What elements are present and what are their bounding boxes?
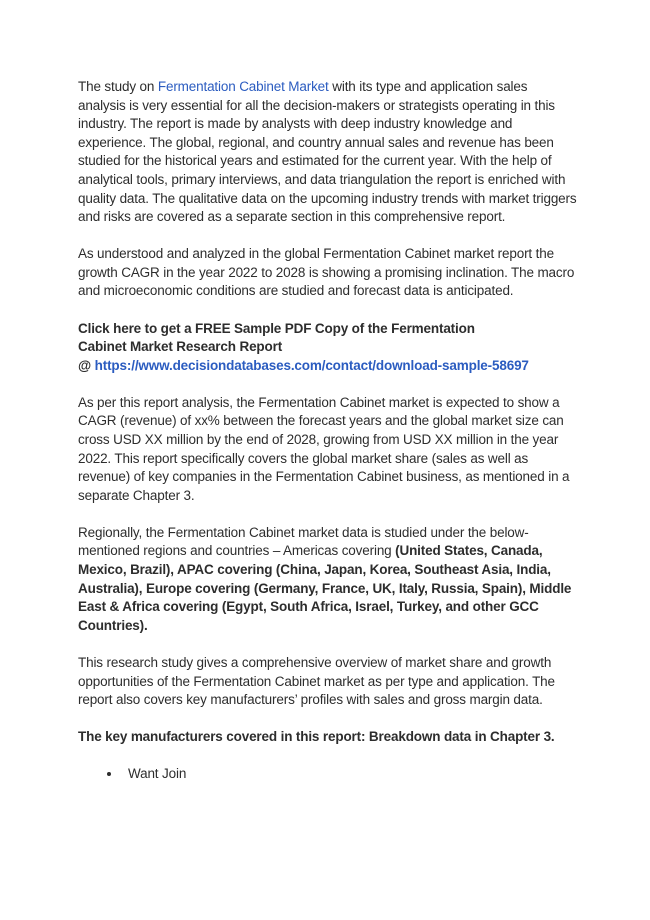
overview-paragraph: This research study gives a comprehensive overview of market share and growth opportunities of the Fermentation Cabinet market as per type and application. The report also covers key manufacturers’ profiles with sales and gross margin data. [78,654,555,708]
manufacturers-heading: The key manufacturers covered in this report: Breakdown data in Chapter 3. [78,729,555,745]
sample-cta-line2: Cabinet Market Research Report [78,339,283,355]
intro-text-before-link: The study on [78,79,158,94]
regional-paragraph [78,524,578,636]
intro-paragraph [78,78,578,227]
list-item: • Want Join [122,765,578,784]
cagr-paragraph: As understood and analyzed in the global Fermentation Cabinet market report the growth CAGR in the year 2022 to 2028 is showing a promising inclination. The macro and microeconomic conditions are studied and forecast data is anticipated. [78,246,575,299]
regional-text-bold: (United States, Canada, Mexico, Brazil), APAC covering (China, Japan, Korea, Southeast Asia, India, Australia), Europe covering (Germany, France, UK, Italy, Russia, Spain), Middle East & Africa covering (Egypt, South Africa, Israel, Turkey, and other GCC Countries). [78,543,572,633]
analysis-paragraph: As per this report analysis, the Fermentation Cabinet market is expected to show a CAGR (revenue) of xx% between the forecast years and the global market size can cross USD XX million by the end of 2028, growing from USD XX million in the year 2022. This report specifically covers the global market share (sales as well as revenue) of key companies in the Fermentation Cabinet business, as mentioned in a separate Chapter 3. [78,394,570,503]
download-sample-link[interactable]: https://www.decisiondatabases.com/contact/download-sample-58697 [94,357,529,373]
sample-cta-at-symbol: @ [78,357,95,373]
fermentation-cabinet-market-link[interactable]: Fermentation Cabinet Market [157,79,329,94]
sample-cta-paragraph [78,320,578,376]
manufacturer-list [78,765,578,784]
sample-cta-line1: Click here to get a FREE Sample PDF Copy of the Fermentation [78,320,475,336]
regional-text-normal: Regionally, the Fermentation Cabinet market data is studied under the below-mentioned regions and countries – Americas covering [78,524,529,559]
intro-text-after-link: with its type and application sales analysis is very essential for all the decision-makers or strategists operating in this industry. The report is made by analysts with deep industry knowledge and experience. The global, regional, and country annual sales and revenue has been studied for the historical years and estimated for the current year. With the help of analytical tools, primary interviews, and data triangulation the report is enriched with quality data. The qualitative data on the upcoming industry trends with market triggers and risks are covered as a separate section in this comprehensive report. [78,79,577,225]
